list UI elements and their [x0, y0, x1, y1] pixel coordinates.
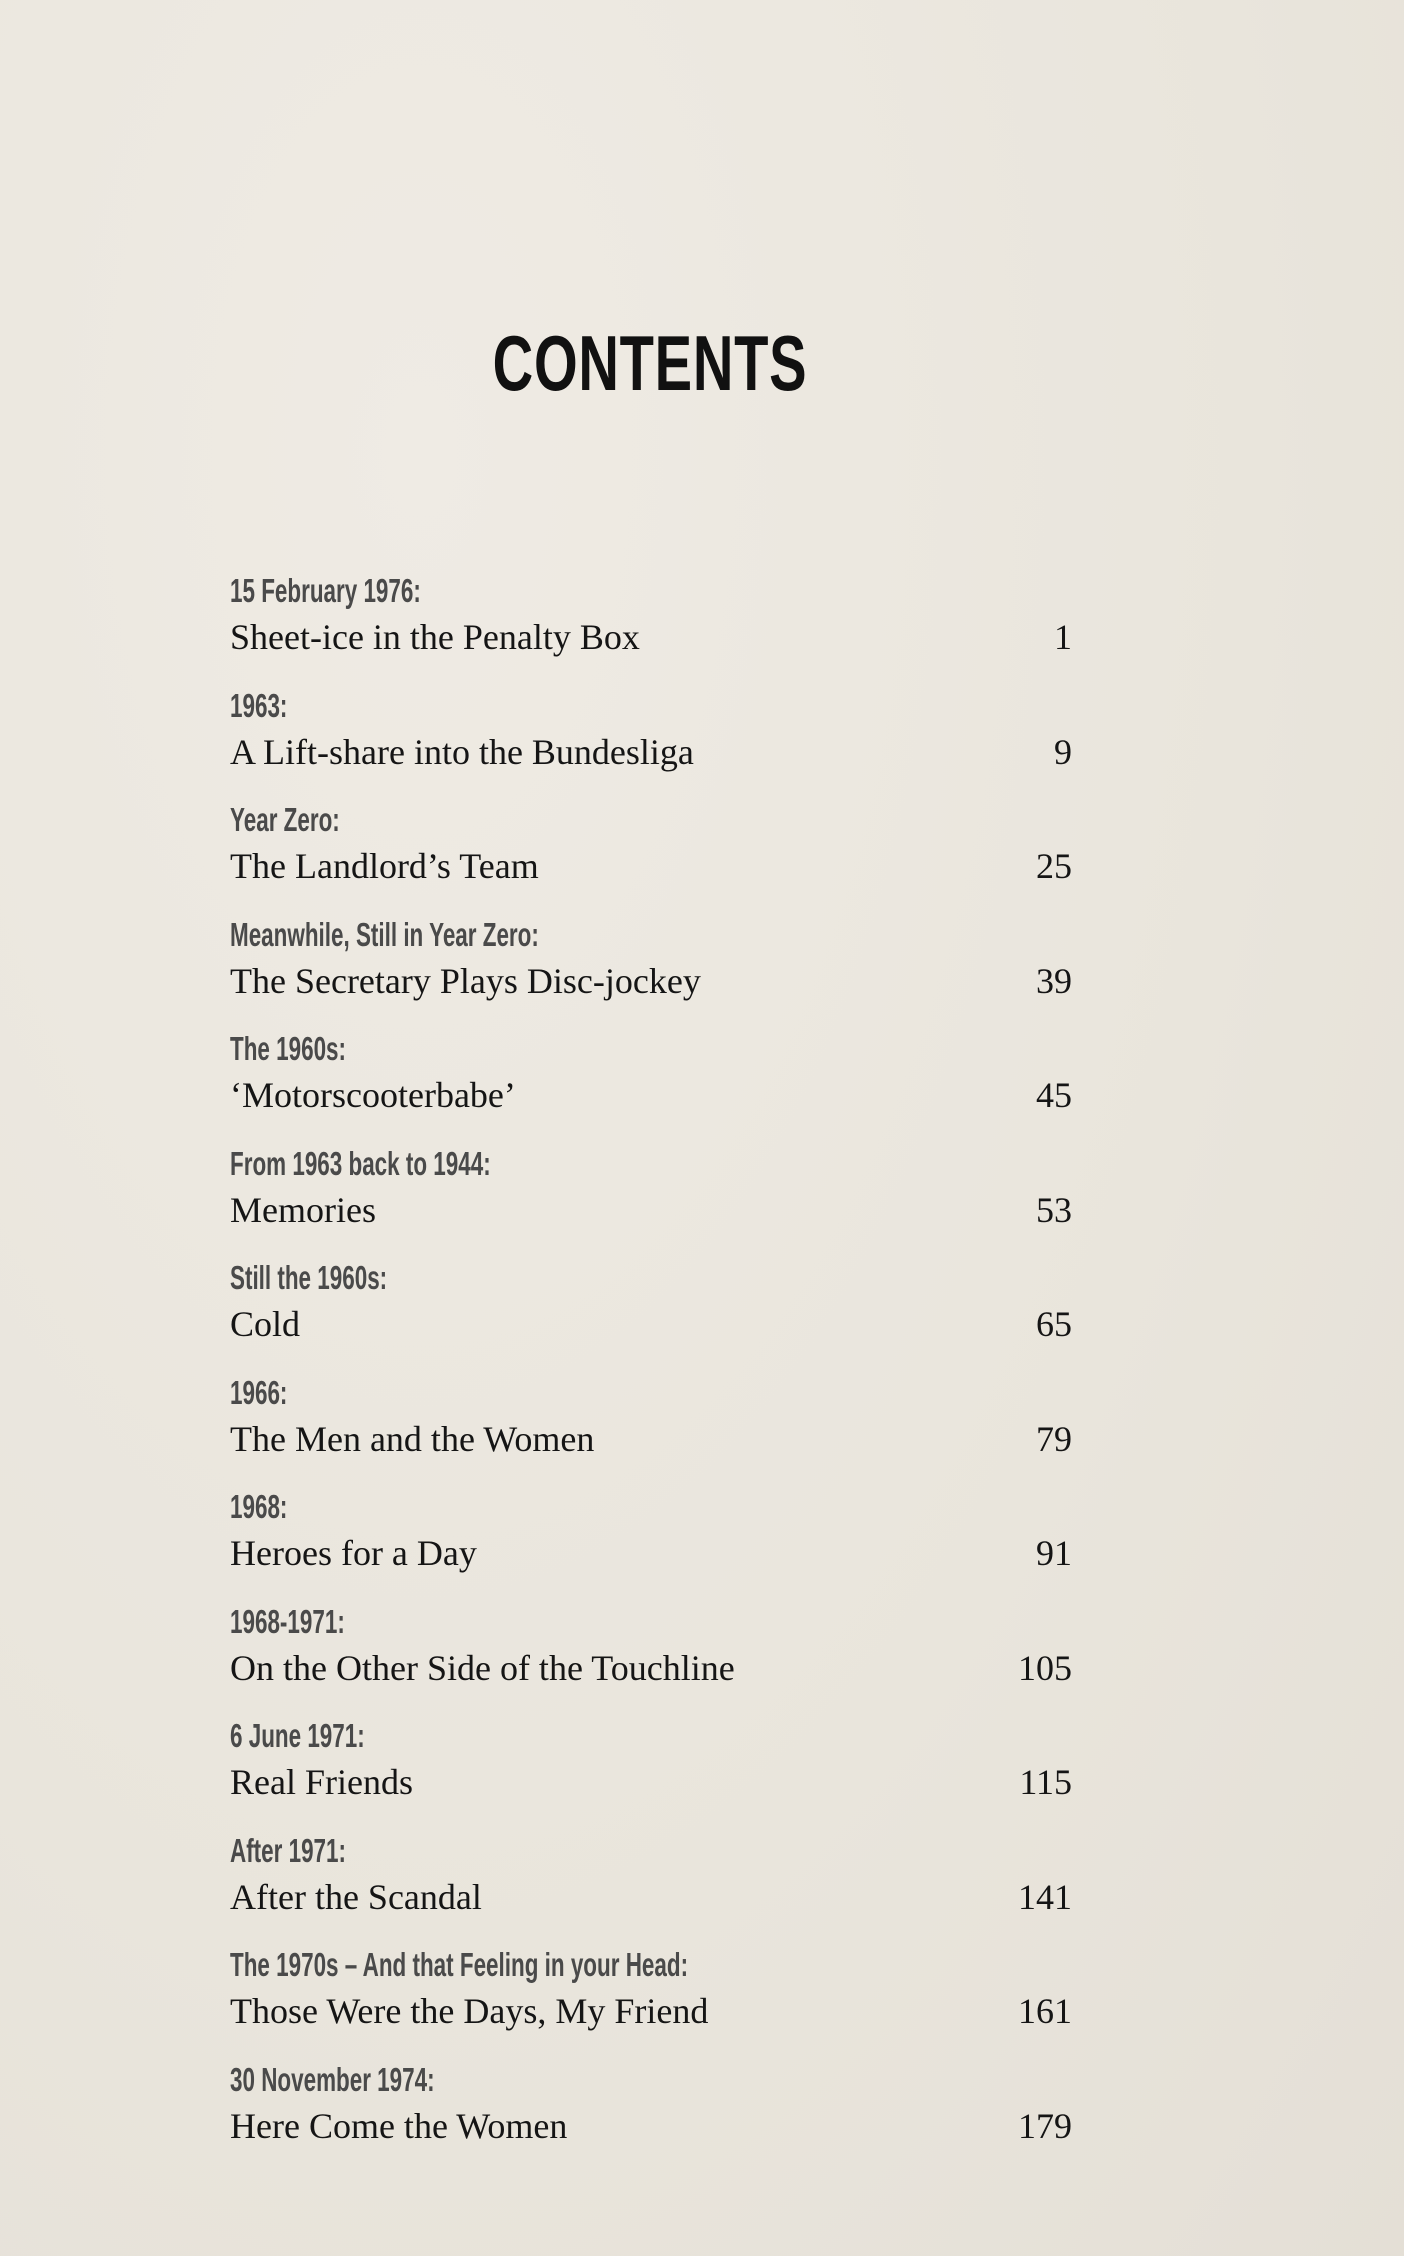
page-number: 141: [1018, 1876, 1072, 1917]
page-number: 1: [1054, 617, 1072, 657]
page-number: 53: [1036, 1189, 1072, 1230]
page-number: 91: [1036, 1533, 1072, 1573]
page-number: 161: [1018, 1991, 1072, 2031]
table-of-contents: [230, 572, 1072, 2175]
page-number: 79: [1036, 1418, 1072, 1459]
chapter-title: ‘Motorscooterbabe’: [230, 1075, 516, 1115]
page-number: 65: [1036, 1304, 1072, 1344]
chapter-title: Memories: [230, 1189, 376, 1230]
page-number: 9: [1054, 731, 1072, 772]
toc-entry: [230, 1145, 1072, 1260]
toc-entry: [230, 1488, 1072, 1603]
page-number: 179: [1018, 2105, 1072, 2146]
chapter-title: Sheet-ice in the Penalty Box: [230, 617, 640, 657]
chapter-period-label: 6 June 1971:: [230, 1717, 365, 1754]
chapter-title: Here Come the Women: [230, 2105, 568, 2146]
chapter-period-label: 1966:: [230, 1373, 288, 1411]
toc-entry: [230, 572, 1072, 687]
page-number: 105: [1018, 1647, 1072, 1688]
toc-entry: [230, 1946, 1072, 2061]
chapter-title: The Men and the Women: [230, 1418, 595, 1459]
toc-entry: [230, 687, 1072, 802]
page-number: 115: [1019, 1762, 1072, 1802]
toc-entry: [230, 1717, 1072, 1832]
chapter-title: Those Were the Days, My Friend: [230, 1991, 709, 2031]
chapter-period-label: Meanwhile, Still in Year Zero:: [230, 915, 539, 953]
chapter-title: Heroes for a Day: [230, 1533, 477, 1573]
chapter-period-label: From 1963 back to 1944:: [230, 1144, 491, 1182]
chapter-period-label: Year Zero:: [230, 801, 340, 838]
chapter-period-label: Still the 1960s:: [230, 1259, 388, 1296]
chapter-title: The Secretary Plays Disc-jockey: [230, 960, 701, 1001]
chapter-period-label: After 1971:: [230, 1831, 346, 1869]
chapter-title: A Lift-share into the Bundesliga: [230, 731, 694, 772]
chapter-title: After the Scandal: [230, 1876, 482, 1917]
chapter-period-label: 1963:: [230, 686, 288, 724]
page-number: 25: [1036, 846, 1072, 886]
chapter-period-label: 30 November 1974:: [230, 2060, 435, 2098]
toc-entry: [230, 1832, 1072, 1947]
toc-entry: [230, 1259, 1072, 1374]
chapter-title: On the Other Side of the Touchline: [230, 1647, 735, 1688]
chapter-title: The Landlord’s Team: [230, 846, 539, 886]
chapter-period-label: 15 February 1976:: [230, 572, 421, 609]
chapter-period-label: 1968:: [230, 1488, 288, 1525]
toc-entry: [230, 1603, 1072, 1718]
chapter-period-label: 1968-1971:: [230, 1602, 345, 1640]
toc-entry: [230, 2061, 1072, 2176]
toc-entry: [230, 1374, 1072, 1489]
chapter-period-label: The 1970s – And that Feeling in your Head:: [230, 1946, 689, 1983]
toc-entry: [230, 1030, 1072, 1145]
toc-entry: [230, 916, 1072, 1031]
page-number: 45: [1036, 1075, 1072, 1115]
toc-entry: [230, 801, 1072, 916]
chapter-title: Cold: [230, 1304, 301, 1344]
chapter-title: Real Friends: [230, 1762, 413, 1802]
page-number: 39: [1036, 960, 1072, 1001]
chapter-period-label: The 1960s:: [230, 1030, 347, 1067]
page-title: CONTENTS: [492, 319, 808, 407]
